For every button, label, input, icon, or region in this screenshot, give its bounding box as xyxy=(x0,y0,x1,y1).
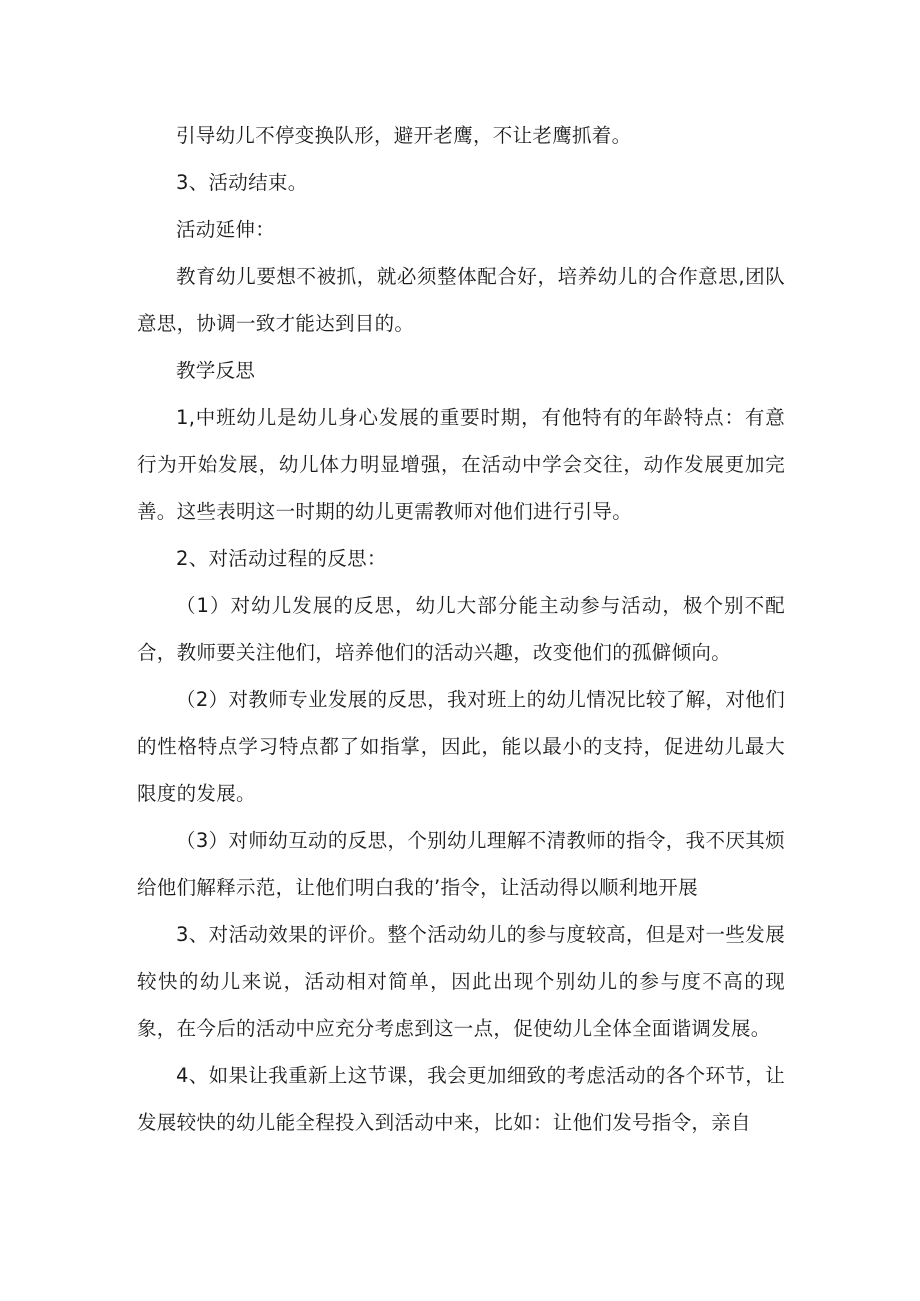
paragraph: 4、如果让我重新上这节课，我会更加细致的考虑活动的各个环节，让发展较快的幼儿能全程投入到活动中来，比如：让他们发号指令，亲自 xyxy=(137,1064,785,1134)
paragraph: 2、对活动过程的反思： xyxy=(176,547,387,570)
paragraph: （2）对教师专业发展的反思，我对班上的幼儿情况比较了解，对他们的性格特点学习特点都了如指掌，因此，能以最小的支持，促进幼儿最大限度的发展。 xyxy=(137,688,785,805)
paragraph: 3、活动结束。 xyxy=(176,171,308,194)
paragraph: 3、对活动效果的评价。整个活动幼儿的参与度较高，但是对一些发展较快的幼儿来说，活动相对简单，因此出现个别幼儿的参与度不高的现象，在今后的活动中应充分考虑到这一点，促使幼儿全体全面谐调发展。 xyxy=(137,923,785,1040)
paragraph: 1,中班幼儿是幼儿身心发展的重要时期，有他特有的年龄特点：有意行为开始发展，幼儿体力明显增强，在活动中学会交往，动作发展更加完善。这些表明这一时期的幼儿更需教师对他们进行引导。 xyxy=(137,406,785,523)
paragraph: 教育幼儿要想不被抓，就必须整体配合好，培养幼儿的合作意思,团队意思，协调一致才能达到目的。 xyxy=(137,265,785,335)
section-heading: 教学反思 xyxy=(176,359,256,382)
paragraph: 活动延伸： xyxy=(176,218,276,241)
paragraph: （1）对幼儿发展的反思，幼儿大部分能主动参与活动，极个别不配合，教师要关注他们，培养他们的活动兴趣，改变他们的孤僻倾向。 xyxy=(137,594,785,664)
document-body xyxy=(137,112,785,1146)
paragraph: （3）对师幼互动的反思，个别幼儿理解不清教师的指令，我不厌其烦给他们解释示范，让他们明白我的’指令，让活动得以顺利地开展 xyxy=(137,829,785,899)
paragraph: 引导幼儿不停变换队形，避开老鹰，不让老鹰抓着。 xyxy=(176,124,632,147)
